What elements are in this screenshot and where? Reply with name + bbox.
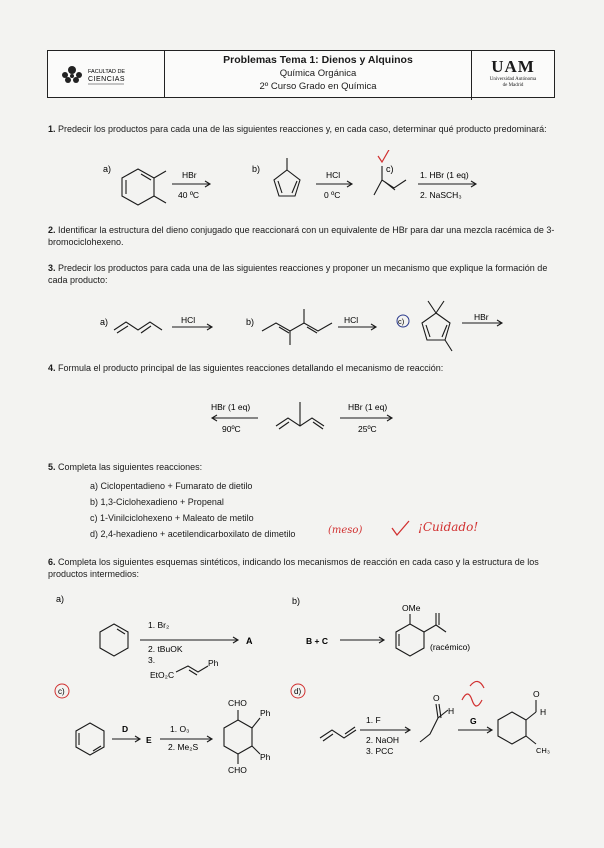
q1b-reagent: HCl bbox=[326, 170, 341, 180]
q1a-cond: 40 ºC bbox=[178, 190, 200, 200]
q5-item: d) 2,4-hexadieno + acetilendicarboxilato de dimetilo bbox=[90, 529, 296, 539]
q6c-ph1: Ph bbox=[260, 708, 271, 718]
faculty-emblem-icon bbox=[48, 51, 164, 97]
question-6 bbox=[48, 556, 556, 580]
q6a-product: A bbox=[246, 636, 253, 646]
q6a-step1: 1. Br₂ bbox=[148, 620, 170, 630]
university-logo bbox=[472, 51, 554, 97]
q5-text: Completa las siguientes reacciones: bbox=[58, 462, 203, 472]
q1a-reagent: HBr bbox=[182, 170, 197, 180]
q6c-reagent-d: D bbox=[122, 724, 129, 734]
question-4 bbox=[48, 362, 556, 374]
red-note-cuidado: ¡Cuidado! bbox=[418, 520, 479, 534]
q1b-cond: 0 ºC bbox=[324, 190, 341, 200]
subject-name: Química Orgánica bbox=[279, 68, 357, 79]
q2-number: 2. bbox=[48, 225, 56, 235]
q3-text: Predecir los productos para cada una de las siguientes reacciones y proponer un mecanismo que explique la formación de cada producto: bbox=[48, 263, 548, 285]
uam-logo-text: UAM bbox=[491, 57, 535, 76]
q6d-product-ring bbox=[498, 712, 526, 744]
q6a-ph: Ph bbox=[208, 658, 219, 668]
faculty-line1: FACULTAD DE bbox=[88, 69, 126, 75]
course-name: 2º Curso Grado en Química bbox=[259, 81, 377, 92]
q5-item: a) Ciclopentadieno + Fumarato de dietilo bbox=[90, 481, 253, 491]
q1a-ring bbox=[122, 169, 154, 205]
q6b-label: b) bbox=[292, 596, 301, 606]
faculty-logo bbox=[48, 51, 165, 97]
q3b-label: b) bbox=[246, 317, 255, 327]
q2-text: Identificar la estructura del dieno conjugado que reaccionará con un equivalente de HBr para dar una mezcla racémica de 3-bromociclohexeno. bbox=[48, 225, 555, 247]
red-checkmark-icon bbox=[378, 150, 390, 162]
q6d-step2: 2. NaOH bbox=[366, 735, 400, 745]
q5-item: c) 1-Vinilciclohexeno + Maleato de metilo bbox=[90, 513, 254, 523]
q6d-h2: H bbox=[540, 707, 547, 717]
q6c-cho-top: CHO bbox=[228, 698, 247, 708]
q4-left-cond: 90ºC bbox=[222, 424, 241, 434]
red-check-icon bbox=[390, 520, 412, 538]
q4-reaction bbox=[0, 392, 604, 447]
q3a-reagent: HCl bbox=[181, 315, 196, 325]
q6d-ch3: CH₃ bbox=[536, 746, 550, 755]
q6b-note: (racémico) bbox=[430, 642, 471, 652]
q6c-step1: 1. O₃ bbox=[170, 724, 190, 734]
q6a-reagent3: EtO₂C bbox=[150, 670, 175, 680]
q6a-step2: 2. tBuOK bbox=[148, 644, 183, 654]
q3-reactions bbox=[0, 295, 604, 355]
uni-name-line1: Universidad Autónoma bbox=[489, 77, 537, 82]
q1-text: Predecir los productos para cada una de las siguientes reacciones y, en cada caso, determinar qué producto predominará: bbox=[58, 124, 547, 134]
q6d-diene bbox=[320, 730, 356, 738]
q1a-label: a) bbox=[103, 164, 112, 174]
q1b-label: b) bbox=[252, 164, 261, 174]
q3-number: 3. bbox=[48, 263, 56, 273]
q3b-diene bbox=[262, 323, 332, 331]
q6a-ring bbox=[100, 624, 128, 656]
q6d-step3: 3. PCC bbox=[366, 746, 394, 756]
q4-text: Formula el producto principal de las siguientes reacciones detallando el mecanismo de reacción: bbox=[58, 363, 444, 373]
q6d-o1: O bbox=[433, 693, 440, 703]
q6b-reactants: B + C bbox=[306, 636, 328, 646]
q6-schemes bbox=[0, 590, 604, 780]
q5-number: 5. bbox=[48, 462, 56, 472]
q1-reactions bbox=[0, 150, 604, 215]
question-1 bbox=[48, 123, 556, 135]
q1c-step2: 2. NaSCH₃ bbox=[420, 190, 462, 200]
question-5 bbox=[48, 461, 556, 473]
q1-number: 1. bbox=[48, 124, 56, 134]
question-3 bbox=[48, 262, 556, 286]
q6b-ome: OMe bbox=[402, 603, 421, 613]
q1c-label: c) bbox=[386, 164, 394, 174]
q1c-step1: 1. HBr (1 eq) bbox=[420, 170, 469, 180]
q3a-diene bbox=[114, 322, 162, 330]
q4-right-cond: 25ºC bbox=[358, 424, 377, 434]
q5-item: b) 1,3-Ciclohexadieno + Propenal bbox=[90, 497, 224, 507]
red-note-meso: (meso) bbox=[328, 525, 363, 536]
q4-number: 4. bbox=[48, 363, 56, 373]
faculty-line2: CIENCIAS bbox=[88, 76, 126, 83]
q6c-cho-bottom: CHO bbox=[228, 765, 247, 775]
q6c-ph2: Ph bbox=[260, 752, 271, 762]
q6d-enal bbox=[420, 710, 448, 742]
q4-left-reagent: HBr (1 eq) bbox=[211, 402, 251, 412]
q3c-reagent: HBr bbox=[474, 312, 489, 322]
q6a-label: a) bbox=[56, 594, 65, 604]
q6d-reagent-g: G bbox=[470, 716, 477, 726]
q4-right-reagent: HBr (1 eq) bbox=[348, 402, 388, 412]
q6c-product-ring bbox=[224, 720, 252, 754]
q6c-product-e: E bbox=[146, 735, 152, 745]
q6c-ring bbox=[76, 723, 104, 755]
q3b-reagent: HCl bbox=[344, 315, 359, 325]
question-2 bbox=[48, 224, 556, 248]
q6d-h1: H bbox=[448, 706, 455, 716]
uni-name-line2: de Madrid bbox=[502, 83, 524, 88]
q6a-acrylate bbox=[176, 666, 208, 672]
page-title: Problemas Tema 1: Dienos y Alquinos bbox=[223, 54, 413, 66]
q6-number: 6. bbox=[48, 557, 56, 567]
red-sketch-icon bbox=[462, 681, 484, 706]
q3c-label: c) bbox=[398, 317, 405, 326]
q1c-diene bbox=[374, 180, 406, 195]
q6a-step3: 3. bbox=[148, 655, 156, 665]
q6c-step2: 2. Me₂S bbox=[168, 742, 199, 752]
q6d-o2: O bbox=[533, 689, 540, 699]
q3a-label: a) bbox=[100, 317, 109, 327]
q6d-label: d) bbox=[294, 687, 302, 696]
q6d-step1: 1. F bbox=[366, 715, 381, 725]
q6-text: Completa los siguientes esquemas sintéticos, indicando los mecanismos de reacción en cada caso y la estructura de los productos intermedios: bbox=[48, 557, 539, 579]
q6c-label: c) bbox=[58, 687, 65, 696]
document-header bbox=[47, 50, 555, 98]
q6b-ring bbox=[396, 624, 424, 656]
header-titles bbox=[165, 51, 472, 100]
